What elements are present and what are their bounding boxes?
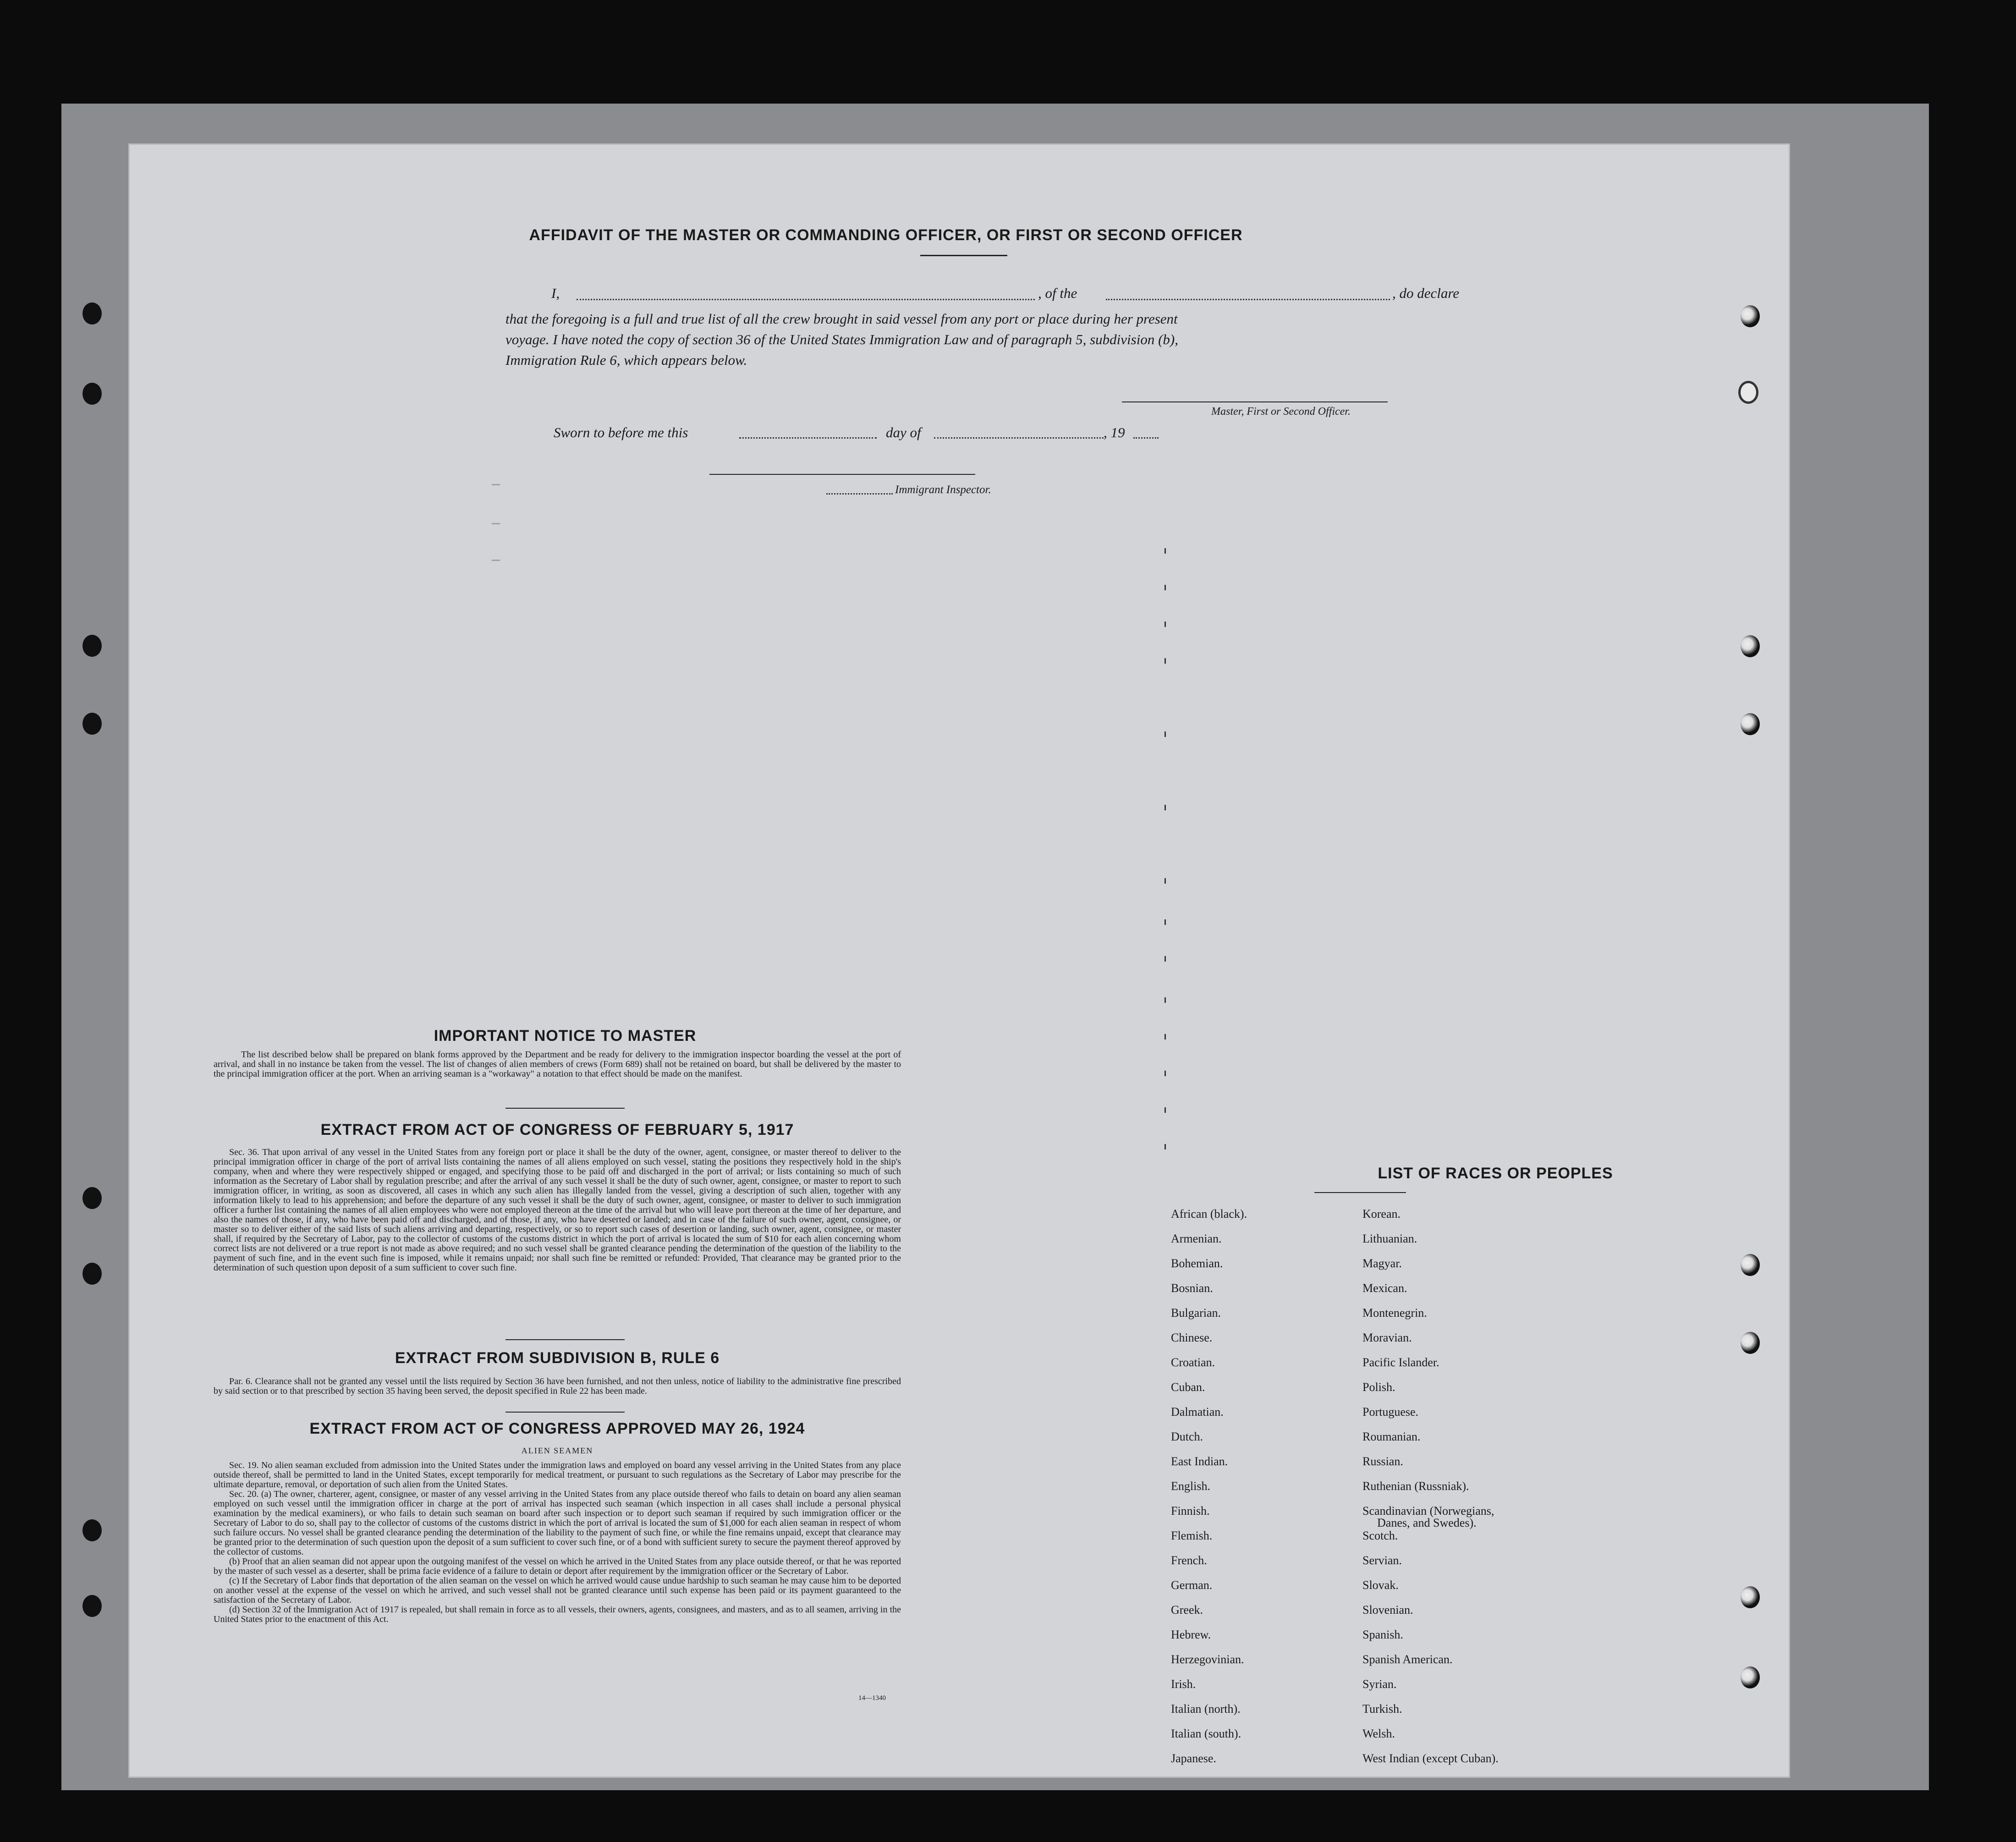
inspector-signature-line[interactable] bbox=[709, 474, 975, 475]
declare-label: , do declare bbox=[1392, 285, 1460, 301]
fold-mark bbox=[1165, 997, 1166, 1003]
manifest-page bbox=[130, 145, 1789, 1776]
fold-mark bbox=[1165, 1144, 1166, 1149]
race-right-item: Spanish American. bbox=[1362, 1653, 1453, 1666]
race-left-item: English. bbox=[1171, 1479, 1210, 1493]
races-title: LIST OF RACES OR PEOPLES bbox=[1378, 1165, 1613, 1182]
master-signature-line[interactable] bbox=[1122, 401, 1388, 402]
bleed-through-dash bbox=[492, 484, 500, 485]
section-19-text: Sec. 19. No alien seaman excluded from admission into the United States under the immigration laws and employed on board any vessel arriving in the United States from any place outside thereof, shall be permitted to land in the United States, except temporarily for medical treatment, or pursuant to such regulations as the Secretary of Labor may prescribe for the ultimate departure, removal, or deportation of such alien from the United States. bbox=[214, 1460, 901, 1490]
affidavit-line-2: that the foregoing is a full and true list of all the crew brought in said vessel from any port or place during her present bbox=[505, 311, 1178, 327]
race-right-item: Danes, and Swedes). bbox=[1377, 1516, 1477, 1529]
affidavit-title: AFFIDAVIT OF THE MASTER OR COMMANDING OFFICER, OR FIRST OR SECOND OFFICER bbox=[529, 226, 1243, 244]
race-right-item: Polish. bbox=[1362, 1380, 1395, 1394]
race-right-item: Spanish. bbox=[1362, 1628, 1403, 1641]
race-right-item: Roumanian. bbox=[1362, 1430, 1421, 1443]
affidavit-line-3: voyage. I have noted the copy of section 36 of the United States Immigration Law and of paragraph 5, subdivision (b), bbox=[505, 331, 1178, 347]
section-20a-text: Sec. 20. (a) The owner, charterer, agent, consignee, or master of any vessel arriving in the United States from any place outside thereof who fails to detain on board any alien seaman employed on such vessel until the immigration officer in charge at the port of arrival has inspected such seaman (which inspection in all cases shall include a personal physical examination by the medical examiners), or who fails to detain such seaman on board after such inspection or to deport such seaman if required by such immigration officer or the Secretary of Labor to do so, shall pay to the collector of customs of the customs district in which the port of arrival is located the sum of $1,000 for each alien seaman in respect of whom such failure occurs. No vessel shall be granted clearance pending the determination of the liability to the payment of such fine, or while the fine remains unpaid, except that clearance may be granted prior to the determination of such question upon the deposit of a sum sufficient to cover such fine, or of a bond with sufficient surety to secure the payment thereof approved by the collector of customs. bbox=[214, 1489, 901, 1557]
notice-title: IMPORTANT NOTICE TO MASTER bbox=[434, 1027, 697, 1045]
fold-mark bbox=[1165, 805, 1166, 810]
race-right-item: Mexican. bbox=[1362, 1281, 1407, 1295]
inspector-signature-field[interactable] bbox=[826, 493, 893, 495]
sworn-day-field[interactable] bbox=[739, 437, 877, 439]
sworn-month-field[interactable] bbox=[934, 437, 1104, 439]
race-right-item: Servian. bbox=[1362, 1554, 1402, 1567]
fold-mark bbox=[1165, 956, 1166, 962]
race-right-item: West Indian (except Cuban). bbox=[1362, 1752, 1499, 1765]
fold-mark bbox=[1165, 585, 1166, 590]
subdivision-b-divider bbox=[505, 1412, 625, 1413]
form-number: 14—1340 bbox=[858, 1694, 886, 1702]
race-right-item: Portuguese. bbox=[1362, 1405, 1419, 1419]
fold-mark bbox=[1165, 919, 1166, 925]
race-right-item: Pacific Islander. bbox=[1362, 1356, 1439, 1369]
fold-mark bbox=[1165, 548, 1166, 554]
binder-hole-icon bbox=[82, 1519, 102, 1541]
binder-hole-icon bbox=[82, 302, 102, 324]
section-20c-text: (c) If the Secretary of Labor finds that deportation of the alien seaman on the vessel on which he arrived would cause undue hardship to such seaman he may cause him to be deported on another vessel at the expense of the vessel on which he arrived, and such vessel shall not be granted clearance until such expense has been paid or its payment guaranteed to the satisfaction of the Secretary of Labor. bbox=[214, 1576, 901, 1605]
paragraph-6-text: Par. 6. Clearance shall not be granted any vessel until the lists required by Section 36 have been furnished, and not then unless, notice of liability to the administrative fine prescribed by said section or to that prescribed by section 35 having been served, the deposit specified in Rule 22 has been made. bbox=[214, 1376, 901, 1396]
race-left-item: Hebrew. bbox=[1171, 1628, 1211, 1641]
race-right-item: Syrian. bbox=[1362, 1677, 1397, 1691]
declarant-label: I, bbox=[551, 285, 560, 301]
sworn-line bbox=[554, 424, 1241, 443]
extract-1917-text bbox=[214, 1148, 901, 1273]
vessel-label: , of the bbox=[1038, 285, 1077, 301]
fold-mark bbox=[1165, 1071, 1166, 1076]
fold-mark bbox=[1165, 1034, 1166, 1039]
race-right-item: Slovak. bbox=[1362, 1578, 1399, 1592]
subdivision-b-title: EXTRACT FROM SUBDIVISION B, RULE 6 bbox=[395, 1349, 720, 1367]
binder-hole-icon bbox=[1738, 381, 1758, 404]
race-left-item: Cuban. bbox=[1171, 1380, 1205, 1394]
affidavit-line-4: Immigration Rule 6, which appears below. bbox=[505, 352, 747, 368]
declarant-name-field[interactable] bbox=[577, 299, 1035, 300]
section-36-text: Sec. 36. That upon arrival of any vessel in the United States from any foreign port or place it shall be the duty of the owner, agent, consignee, or master thereof to deliver to the principal immigration officer in charge of the port of arrival lists containing the names of all aliens employed on such vessel, stating the positions they respectively hold in the ship's company, when and where they were respectively shipped or engaged, and specifying those to be paid off and discharged in the port of arrival; or lists containing so much of such information as the Secretary of Labor shall by regulation prescribe; and after the arrival of any such vessel it shall be the duty of such owner, agent, consignee, or master to report to such immigration officer, in writing, as soon as discovered, all cases in which any such alien has illegally landed from the vessel, giving a description of such alien, together with any information likely to lead to his apprehension; and before the departure of any such vessel it shall be the duty of such owner, agent, consignee, or master to deliver to such immigration officer a further list containing the names of all alien employees who were not employed thereon at the time of the arrival but who will leave port thereon at the time of her departure, and also the names of those, if any, who have been paid off and discharged, and of those, if any, who have deserted or landed; and in case of the failure of such owner, agent, consignee, or master so to deliver either of the said lists of such aliens arriving and departing, respectively, or so to report such cases of desertion or landing, such owner, agent, consignee, or master shall, if required by the Secretary of Labor, pay to the collector of customs of the customs district in which the port of arrival is located the sum of $10 for each alien concerning whom correct lists are not delivered or a true report is not made as above required; and no such vessel shall be granted clearance pending the determination of the question of the liability to the payment of such fine, and in the event such fine is imposed, while it remains unpaid; nor shall such fine be remitted or refunded: Provided, That clearance may be granted prior to the determination of such question upon deposit of a sum sufficient to cover such fine. bbox=[214, 1147, 901, 1273]
race-left-item: German. bbox=[1171, 1578, 1213, 1592]
binder-hole-icon bbox=[1741, 1254, 1760, 1276]
year-label: , 19 bbox=[1104, 424, 1125, 440]
binder-hole-icon bbox=[82, 1595, 102, 1617]
subdivision-b-text bbox=[214, 1377, 901, 1396]
race-right-item: Ruthenian (Russniak). bbox=[1362, 1479, 1469, 1493]
vessel-name-field[interactable] bbox=[1106, 299, 1390, 300]
extract-1924-text bbox=[214, 1461, 901, 1624]
race-left-item: African (black). bbox=[1171, 1207, 1247, 1221]
binder-hole-icon bbox=[82, 383, 102, 405]
race-right-item: Slovenian. bbox=[1362, 1603, 1413, 1617]
race-left-item: Greek. bbox=[1171, 1603, 1203, 1617]
extract-1917-divider bbox=[505, 1339, 625, 1340]
race-left-item: Bulgarian. bbox=[1171, 1306, 1221, 1320]
binder-hole-icon bbox=[1741, 635, 1760, 657]
section-20b-text: (b) Proof that an alien seaman did not appear upon the outgoing manifest of the vessel on which he arrived in the United States from any place outside thereof, or that he was reported by the master of such vessel as a deserter, shall be prima facie evidence of a failure to detain or deport after requirement by the immigration officer or the Secretary of Labor. bbox=[214, 1556, 901, 1576]
race-left-item: Croatian. bbox=[1171, 1356, 1215, 1369]
extract-1917-title: EXTRACT FROM ACT OF CONGRESS OF FEBRUARY 5, 1917 bbox=[320, 1121, 794, 1138]
race-left-item: East Indian. bbox=[1171, 1455, 1228, 1468]
binder-hole-icon bbox=[1741, 713, 1760, 735]
binder-hole-icon bbox=[1741, 1586, 1760, 1608]
section-20d-text: (d) Section 32 of the Immigration Act of 1917 is repealed, but shall remain in force as to all vessels, their owners, agents, consignees, and masters, and as to all seamen, arriving in the United States prior to the enactment of this Act. bbox=[214, 1605, 901, 1624]
fold-mark bbox=[1165, 878, 1166, 884]
race-left-item: Flemish. bbox=[1171, 1529, 1213, 1542]
inspector-label: Immigrant Inspector. bbox=[895, 484, 991, 496]
binder-hole-icon bbox=[1741, 1332, 1760, 1354]
race-left-item: Finnish. bbox=[1171, 1504, 1210, 1518]
race-left-item: Armenian. bbox=[1171, 1232, 1222, 1245]
fold-mark bbox=[1165, 1107, 1166, 1113]
race-left-item: Dutch. bbox=[1171, 1430, 1203, 1443]
affidavit-line-1 bbox=[551, 285, 1560, 303]
race-left-item: Irish. bbox=[1171, 1677, 1196, 1691]
race-right-item: Russian. bbox=[1362, 1455, 1403, 1468]
race-right-item: Lithuanian. bbox=[1362, 1232, 1417, 1245]
day-of-label: day of bbox=[886, 424, 921, 440]
race-left-item: Italian (north). bbox=[1171, 1702, 1241, 1716]
race-right-item: Montenegrin. bbox=[1362, 1306, 1427, 1320]
race-right-item: Magyar. bbox=[1362, 1257, 1402, 1270]
race-right-item: Scotch. bbox=[1362, 1529, 1398, 1542]
race-left-item: French. bbox=[1171, 1554, 1207, 1567]
binder-hole-icon bbox=[82, 635, 102, 657]
race-left-item: Italian (south). bbox=[1171, 1727, 1241, 1740]
extract-1924-title: EXTRACT FROM ACT OF CONGRESS APPROVED MAY 26, 1924 bbox=[309, 1420, 805, 1437]
race-right-item: Korean. bbox=[1362, 1207, 1401, 1221]
master-signature-label: Master, First or Second Officer. bbox=[1211, 406, 1351, 418]
race-left-item: Dalmatian. bbox=[1171, 1405, 1224, 1419]
sworn-year-field[interactable] bbox=[1133, 437, 1159, 439]
race-left-item: Chinese. bbox=[1171, 1331, 1213, 1344]
bleed-through-dash bbox=[492, 560, 500, 561]
race-right-item: Welsh. bbox=[1362, 1727, 1395, 1740]
race-left-item: Japanese. bbox=[1171, 1752, 1216, 1765]
fold-mark bbox=[1165, 731, 1166, 737]
race-left-item: Bosnian. bbox=[1171, 1281, 1213, 1295]
alien-seamen-subtitle: ALIEN SEAMEN bbox=[521, 1446, 593, 1455]
races-divider bbox=[1314, 1192, 1406, 1193]
race-left-item: Bohemian. bbox=[1171, 1257, 1223, 1270]
notice-text: The list described below shall be prepared on blank forms approved by the Department and be ready for delivery to the immigration inspector boarding the vessel at the port of arrival, and shall in no instance be taken from the vessel. The list of changes of alien members of crews (Form 689) shall not be retained on board, but shall be delivered by the master to the principal immigration officer at the port. When an arriving seaman is a "workaway" a notation to that effect should be made on the manifest. bbox=[214, 1050, 901, 1079]
race-left-item: Herzegovinian. bbox=[1171, 1653, 1244, 1666]
sworn-label: Sworn to before me this bbox=[554, 424, 688, 440]
race-right-item: Turkish. bbox=[1362, 1702, 1402, 1716]
binder-hole-icon bbox=[82, 1263, 102, 1285]
binder-hole-icon bbox=[82, 713, 102, 735]
bleed-through-dash bbox=[492, 523, 500, 524]
binder-hole-icon bbox=[1741, 1666, 1760, 1688]
binder-hole-icon bbox=[82, 1187, 102, 1209]
race-right-item: Scandinavian (Norwegians, bbox=[1362, 1504, 1494, 1518]
race-right-item: Moravian. bbox=[1362, 1331, 1412, 1344]
notice-divider bbox=[505, 1108, 625, 1109]
title-divider bbox=[920, 255, 1007, 256]
fold-mark bbox=[1165, 658, 1166, 664]
fold-mark bbox=[1165, 621, 1166, 627]
binder-hole-icon bbox=[1741, 305, 1760, 327]
